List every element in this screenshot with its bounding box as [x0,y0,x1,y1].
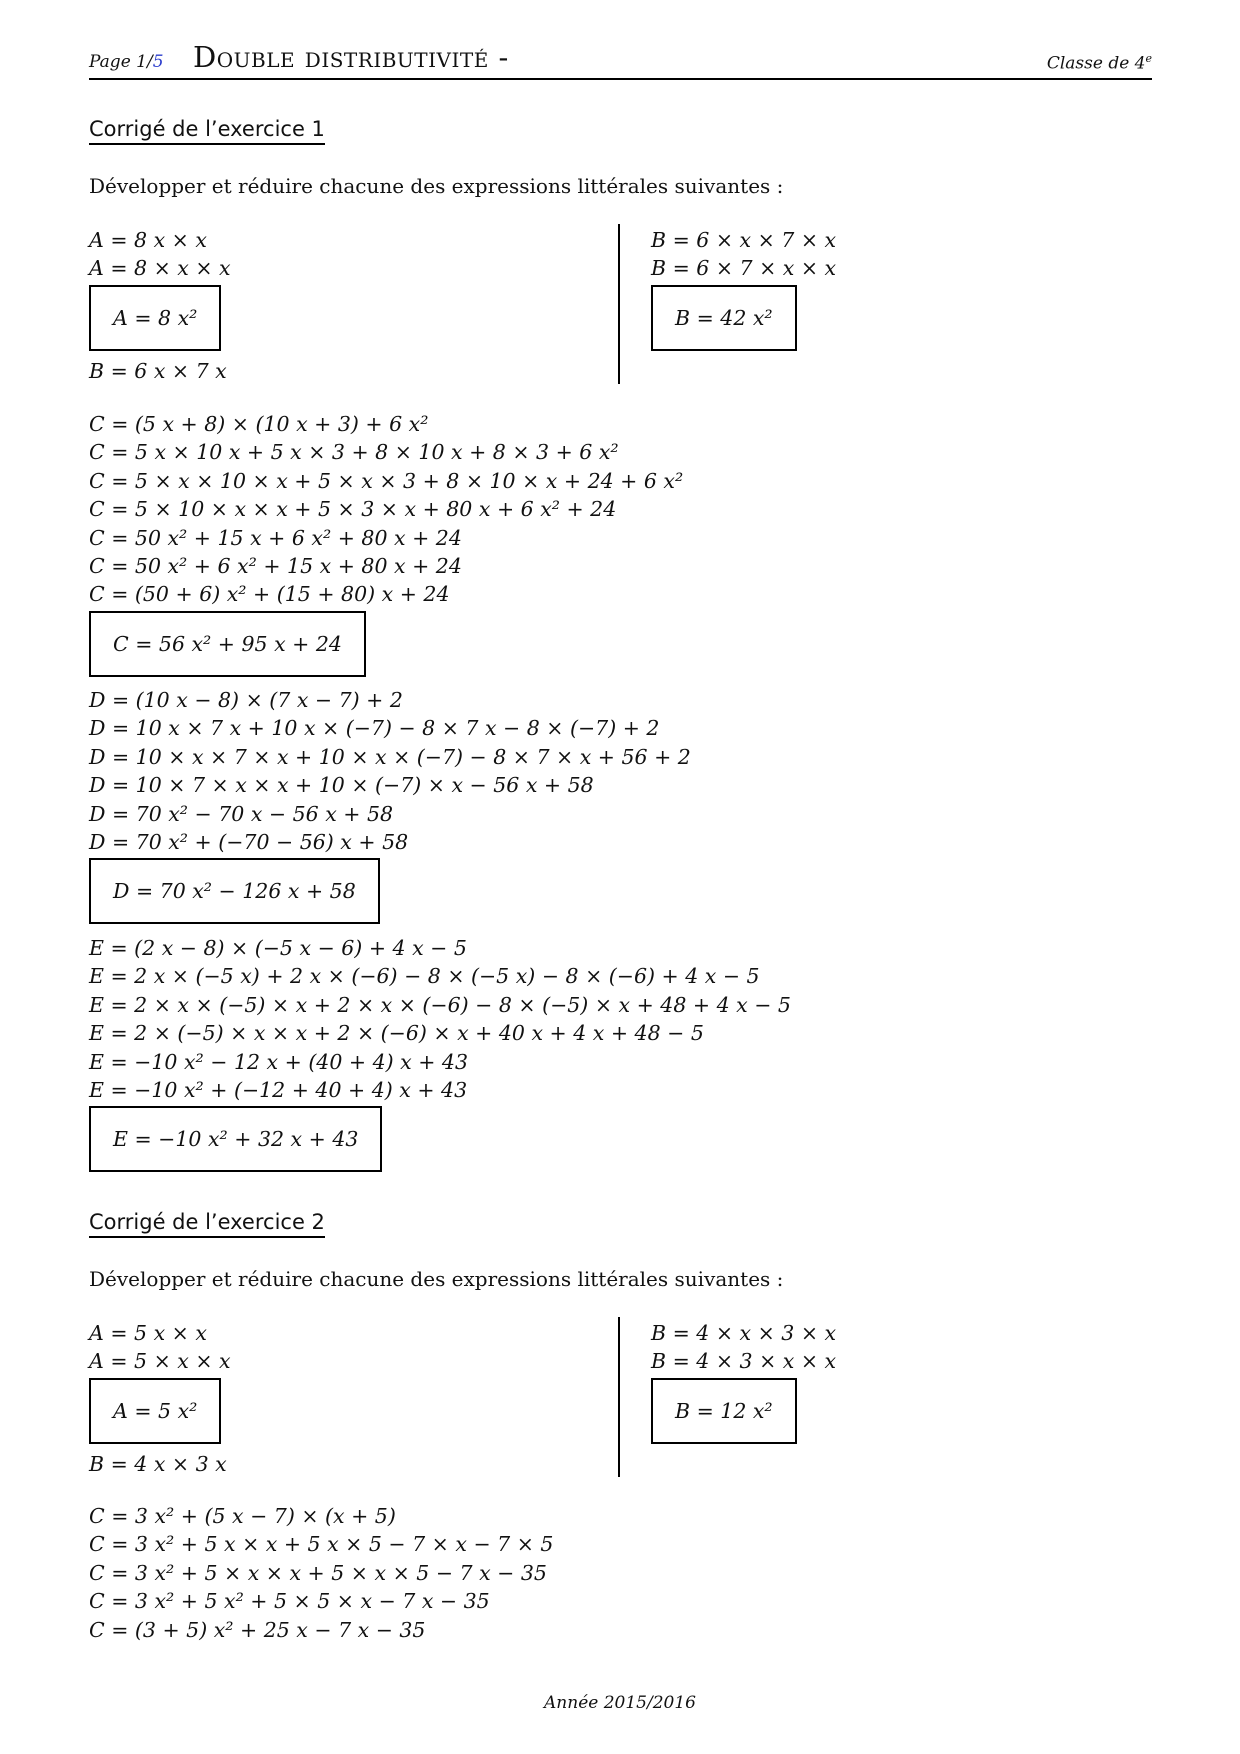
math-line: C = 3 x² + 5 × x × x + 5 × x × 5 − 7 x − 35 [89,1560,547,1585]
math-line: D = 70 x² − 70 x − 56 x + 58 [89,801,394,826]
math-line: A = 8 × x × x [89,256,231,281]
math-line: C = 5 x × 10 x + 5 x × 3 + 8 × 10 x + 8 × 3 + 6 x² [89,440,619,465]
page-label: Page 1/ [89,52,153,72]
math-line: C = (3 + 5) x² + 25 x − 7 x − 35 [89,1617,426,1642]
math-line: C = (50 + 6) x² + (15 + 80) x + 24 [89,582,450,607]
math-line: C = 3 x² + 5 x² + 5 × 5 × x − 7 x − 35 [89,1589,490,1614]
math-line: C = 5 × 10 × x × x + 5 × 3 × x + 80 x + 6 x² + 24 [89,497,617,522]
page-footer: Année 2015/2016 [544,1693,696,1713]
class-label [1047,52,1152,74]
exercise-1-title: Corrigé de l’exercice 1 [89,117,325,145]
result-box: B = 12 x² [651,1378,797,1444]
exercise-2-title: Corrigé de l’exercice 2 [89,1210,325,1238]
math-line: C = 50 x² + 15 x + 6 x² + 80 x + 24 [89,525,462,550]
math-line: D = 10 × x × 7 × x + 10 × x × (−7) − 8 × 7 × x + 56 + 2 [89,744,691,769]
page-header [89,40,1152,80]
exercise-1-left-column [89,226,231,385]
column-divider [618,224,620,384]
math-line: B = 6 × 7 × x × x [651,256,837,281]
page-indicator [89,52,164,72]
math-line: E = 2 x × (−5 x) + 2 x × (−6) − 8 × (−5 x) − 8 × (−6) + 4 x − 5 [89,964,760,989]
result-box: A = 5 x² [89,1378,221,1444]
result-box: E = −10 x² + 32 x + 43 [89,1106,382,1172]
column-divider [618,1317,620,1477]
math-line: B = 4 × x × 3 × x [651,1321,837,1345]
page-total-link[interactable]: 5 [152,52,164,72]
math-line: E = (2 x − 8) × (−5 x − 6) + 4 x − 5 [89,936,467,960]
exercise-2-intro: Développer et réduire chacune des expressions littérales suivantes : [89,1267,784,1291]
exercise-1-expression-c [89,410,683,683]
document-title: Double distributivité - [193,40,509,74]
math-line: C = (5 x + 8) × (10 x + 3) + 6 x² [89,412,429,436]
result-box: A = 8 x² [89,285,221,351]
exercise-1-expression-d [89,686,691,930]
math-line: E = 2 × (−5) × x × x + 2 × (−6) × x + 40 x + 4 x + 48 − 5 [89,1021,704,1046]
math-line: D = 70 x² + (−70 − 56) x + 58 [89,829,409,854]
math-line: B = 6 x × 7 x [89,358,227,383]
math-line: A = 8 x × x [89,228,207,252]
math-line: A = 5 x × x [89,1321,207,1345]
result-box: D = 70 x² − 126 x + 58 [89,858,380,924]
math-line: C = 50 x² + 6 x² + 15 x + 80 x + 24 [89,553,462,578]
math-line: A = 5 × x × x [89,1349,231,1374]
exercise-2-expression-c [89,1502,553,1644]
exercise-1-right-column [651,226,836,357]
math-line: B = 4 × 3 × x × x [651,1349,837,1374]
math-line: E = 2 × x × (−5) × x + 2 × x × (−6) − 8 × (−5) × x + 48 + 4 x − 5 [89,992,791,1017]
math-line: D = (10 x − 8) × (7 x − 7) + 2 [89,688,403,712]
math-line: B = 6 × x × 7 × x [651,228,837,252]
math-line: D = 10 x × 7 x + 10 x × (−7) − 8 × 7 x − 8 × (−7) + 2 [89,716,660,741]
exercise-2-left-column [89,1319,231,1478]
class-superscript: e [1145,52,1152,65]
exercise-1-intro: Développer et réduire chacune des expressions littérales suivantes : [89,174,784,198]
class-text: Classe de 4 [1046,53,1146,74]
result-box: C = 56 x² + 95 x + 24 [89,611,366,677]
math-line: E = −10 x² + (−12 + 40 + 4) x + 43 [89,1077,468,1102]
exercise-2-right-column [651,1319,836,1450]
math-line: D = 10 × 7 × x × x + 10 × (−7) × x − 56 x + 58 [89,773,594,798]
math-line: B = 4 x × 3 x [89,1451,227,1476]
result-box: B = 42 x² [651,285,797,351]
exercise-1-expression-e [89,934,791,1178]
math-line: E = −10 x² − 12 x + (40 + 4) x + 43 [89,1049,469,1074]
math-line: C = 3 x² + (5 x − 7) × (x + 5) [89,1504,396,1528]
math-line: C = 5 × x × 10 × x + 5 × x × 3 + 8 × 10 × x + 24 + 6 x² [89,468,684,493]
math-line: C = 3 x² + 5 x × x + 5 x × 5 − 7 × x − 7 × 5 [89,1532,554,1557]
